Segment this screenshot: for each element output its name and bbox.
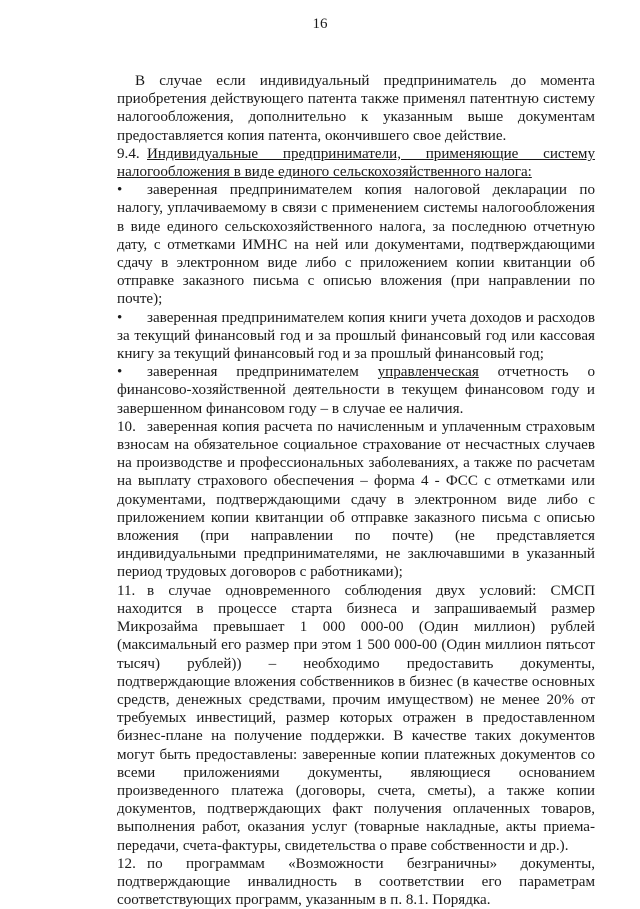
numbered-item-12 — [117, 855, 595, 909]
document-body — [117, 72, 595, 909]
section-number: 9.4. — [117, 145, 140, 162]
section-heading-9-4 — [117, 145, 595, 181]
bullet-text-start: заверенная предпринимателем — [147, 364, 378, 381]
list-item — [117, 181, 595, 308]
numbered-item-10 — [117, 418, 595, 582]
list-item — [117, 309, 595, 364]
item-number: 11. — [117, 582, 136, 599]
section-heading-text: Индивидуальные предприниматели, применяющие систему налогообложения в виде единого сельскохозяйственного налога: — [117, 145, 595, 181]
item-text: по программам «Возможности безграничны» документы, подтверждающие инвалидность в соответствии его параметрам соответствующих программ, указанным в п. 8.1. Порядка. — [117, 855, 595, 909]
numbered-item-11 — [117, 582, 595, 855]
item-number: 10. — [117, 418, 136, 435]
list-item — [117, 363, 595, 418]
bullet-icon: • — [117, 309, 123, 326]
bullet-text: заверенная предпринимателем копия налоговой декларации по налогу, уплачиваемому в связи с применением системы налогообложения в виде единого сельскохозяйственного налога, за последнюю отчетную дату, с отметками ИМНС на ней или документами, подтверждающими сдачу в электронном виде либо с приложением копии квитанции об отправке заказного письма с описью вложения (при направлении по почте); — [117, 182, 595, 308]
page-number: 16 — [312, 16, 328, 32]
underlined-term: управленческая — [377, 364, 479, 381]
bullet-text — [117, 363, 595, 418]
bullet-text-end: отчетность о финансово-хозяйственной деятельности в текущем финансовом году и завершенном финансовом году – в случае ее наличия. — [117, 364, 595, 417]
bullet-text: заверенная предпринимателем копия книги учета доходов и расходов за текущий финансовый год и за прошлый финансовый год или кассовая книгу за текущий финансовый год и за прошлый финансовый год; — [117, 309, 595, 363]
bullet-icon: • — [117, 182, 123, 199]
bullet-icon: • — [117, 364, 123, 381]
item-number: 12. — [117, 855, 136, 872]
paragraph-patent-copy: В случае если индивидуальный предприниматель до момента приобретения действующего патента также применял патентную систему налогообложения, дополнительно к указанным выше документам предоставляется копия патента, окончившего свое действие. — [117, 73, 595, 144]
item-text: в случае одновременного соблюдения двух условий: СМСП находится в процессе старта бизнеса и запрашиваемый размер Микрозайма превышает 1 000 000-00 (Один миллион) рублей (максимальный его размер при этом 1 500 000-00 (Один миллион пятьсот тысяч) рублей)) – необходимо предоставить документы, подтверждающие вложения собственников в бизнес (в качестве основных средств, денежных средствами, прочим имуществом) не менее 20% от требуемых инвестиций, размер которых отражен в предоставленном бизнес-плане на получение поддержки. В качестве таких документов могут быть предоставлены: заверенные копии платежных документов со всеми приложениями документы, являющиеся основанием произведенного платежа (договоры, счета, сметы), а также копии документов, подтверждающих факт получения оплаченных товаров, выполнения работ, оказания услуг (товарные накладные, акты приема-передачи, счета-фактуры, свидетельства о праве собственности и др.). — [117, 582, 595, 854]
item-text: заверенная копия расчета по начисленным и уплаченным страховым взносам на обязательное социальное страхование от несчастных случаев на производстве и профессиональных заболеваниях, а также по расчетам на выплату страхового обеспечения – форма 4 - ФСС с отметками или документами, подтверждающими сдачу в электронном виде либо с приложением копии квитанции об отправке заказного письма с описью вложения (при направлении по почте) (не представляется индивидуальными предпринимателями, не заключавшими в указанный период трудовых договоров с работниками); — [117, 418, 595, 581]
